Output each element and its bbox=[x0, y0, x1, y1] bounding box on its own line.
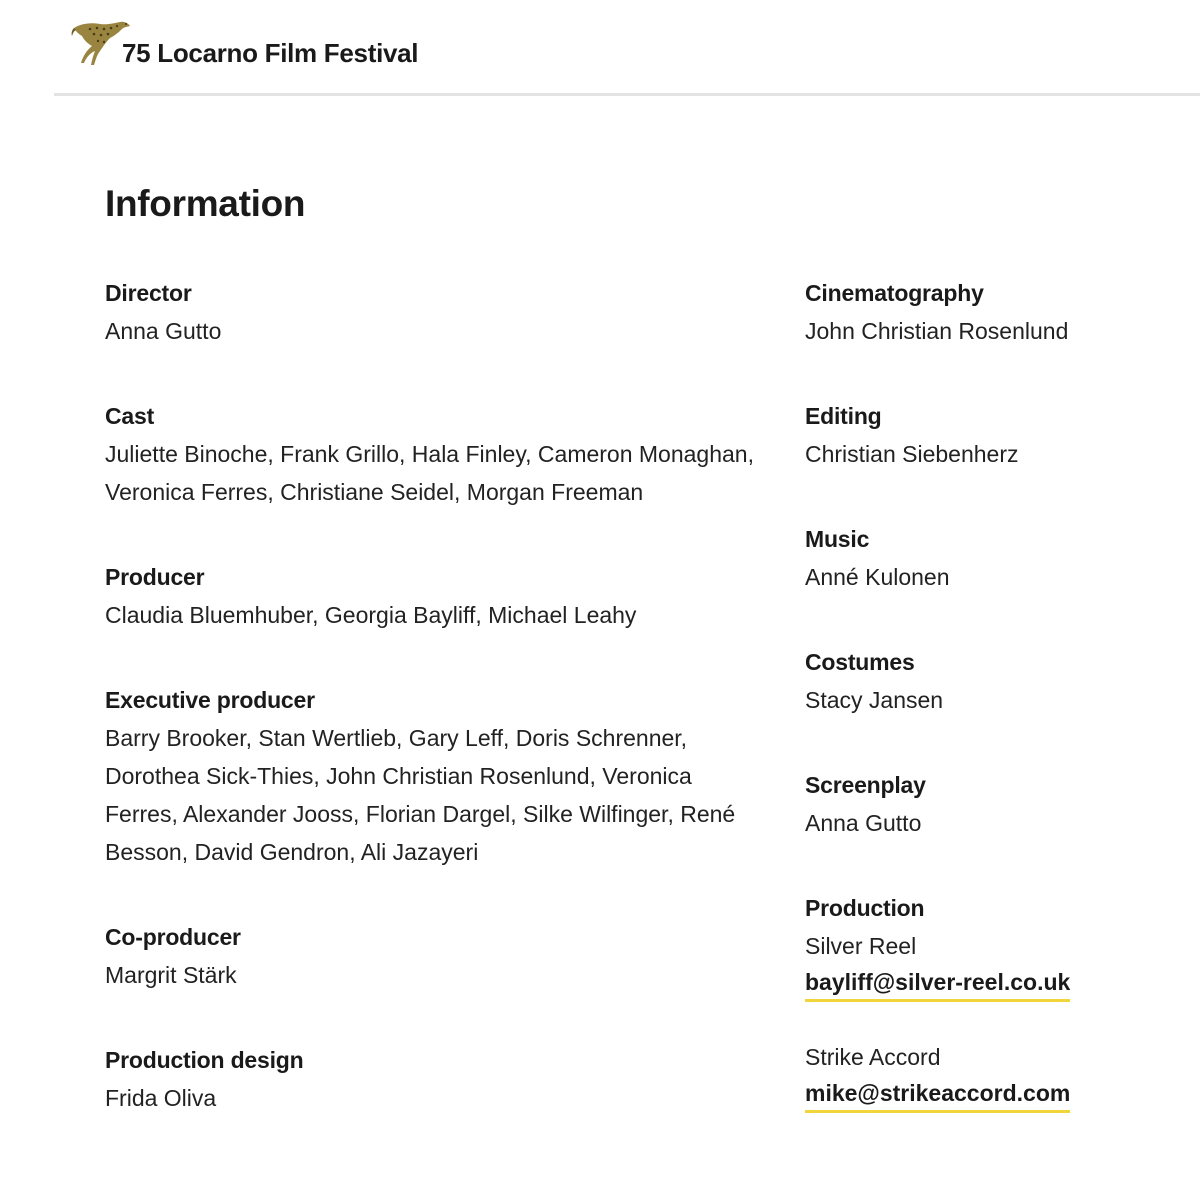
credit-cast bbox=[105, 397, 765, 511]
festival-logo-link[interactable] bbox=[70, 18, 418, 68]
credit-label: Editing bbox=[805, 403, 882, 429]
credit-executive-producer bbox=[105, 681, 765, 871]
production-company-name: Silver Reel bbox=[805, 933, 917, 959]
credit-value: John Christian Rosenlund bbox=[805, 318, 1069, 344]
credit-production bbox=[805, 889, 1195, 1113]
credit-label: Executive producer bbox=[105, 687, 315, 713]
credit-editing bbox=[805, 397, 1195, 473]
credits-left-column bbox=[105, 274, 765, 1164]
credit-screenplay bbox=[805, 766, 1195, 842]
credit-label: Director bbox=[105, 280, 192, 306]
credits-right-column bbox=[805, 274, 1195, 1149]
production-email-link[interactable]: mike@strikeaccord.com bbox=[805, 1076, 1070, 1113]
credit-music bbox=[805, 520, 1195, 596]
credit-label: Music bbox=[805, 526, 870, 552]
credit-co-producer bbox=[105, 918, 765, 994]
credit-cinematography bbox=[805, 274, 1195, 350]
site-header bbox=[0, 0, 1200, 96]
header-divider bbox=[54, 93, 1200, 96]
credit-label: Screenplay bbox=[805, 772, 926, 798]
credit-producer bbox=[105, 558, 765, 634]
festival-logo-text: 75 Locarno Film Festival bbox=[122, 38, 419, 68]
credit-production-design bbox=[105, 1041, 765, 1117]
information-heading: Information bbox=[105, 183, 306, 224]
credit-label: Cast bbox=[105, 403, 155, 429]
credit-value: Christian Siebenherz bbox=[805, 441, 1019, 467]
credit-value: Claudia Bluemhuber, Georgia Bayliff, Michael Leahy bbox=[105, 602, 637, 628]
credit-label: Production design bbox=[105, 1047, 304, 1073]
production-company-strike-accord bbox=[805, 1038, 1195, 1113]
credit-value: Anné Kulonen bbox=[805, 564, 950, 590]
credit-value: Margrit Stärk bbox=[105, 962, 237, 988]
credit-label: Co-producer bbox=[105, 924, 241, 950]
production-email-link[interactable]: bayliff@silver-reel.co.uk bbox=[805, 965, 1070, 1002]
credit-label: Cinematography bbox=[805, 280, 984, 306]
production-company-silver-reel bbox=[805, 927, 1195, 1002]
credit-value: Anna Gutto bbox=[105, 318, 222, 344]
credit-director bbox=[105, 274, 765, 350]
production-company-name: Strike Accord bbox=[805, 1044, 941, 1070]
credit-value: Juliette Binoche, Frank Grillo, Hala Finley, Cameron Monaghan, Veronica Ferres, Christiane Seidel, Morgan Freeman bbox=[105, 441, 754, 505]
credit-label: Producer bbox=[105, 564, 205, 590]
credit-value: Barry Brooker, Stan Wertlieb, Gary Leff, Doris Schrenner, Dorothea Sick-Thies, John Christian Rosenlund, Veronica Ferres, Alexander Jooss, Florian Dargel, Silke Wilfinger, René Besson, David Gendron, Ali Jazayeri bbox=[105, 725, 736, 865]
credit-label: Costumes bbox=[805, 649, 915, 675]
credit-label: Production bbox=[805, 895, 925, 921]
credit-costumes bbox=[805, 643, 1195, 719]
credit-value: Stacy Jansen bbox=[805, 687, 944, 713]
credit-value: Anna Gutto bbox=[805, 810, 922, 836]
credit-value: Frida Oliva bbox=[105, 1085, 217, 1111]
